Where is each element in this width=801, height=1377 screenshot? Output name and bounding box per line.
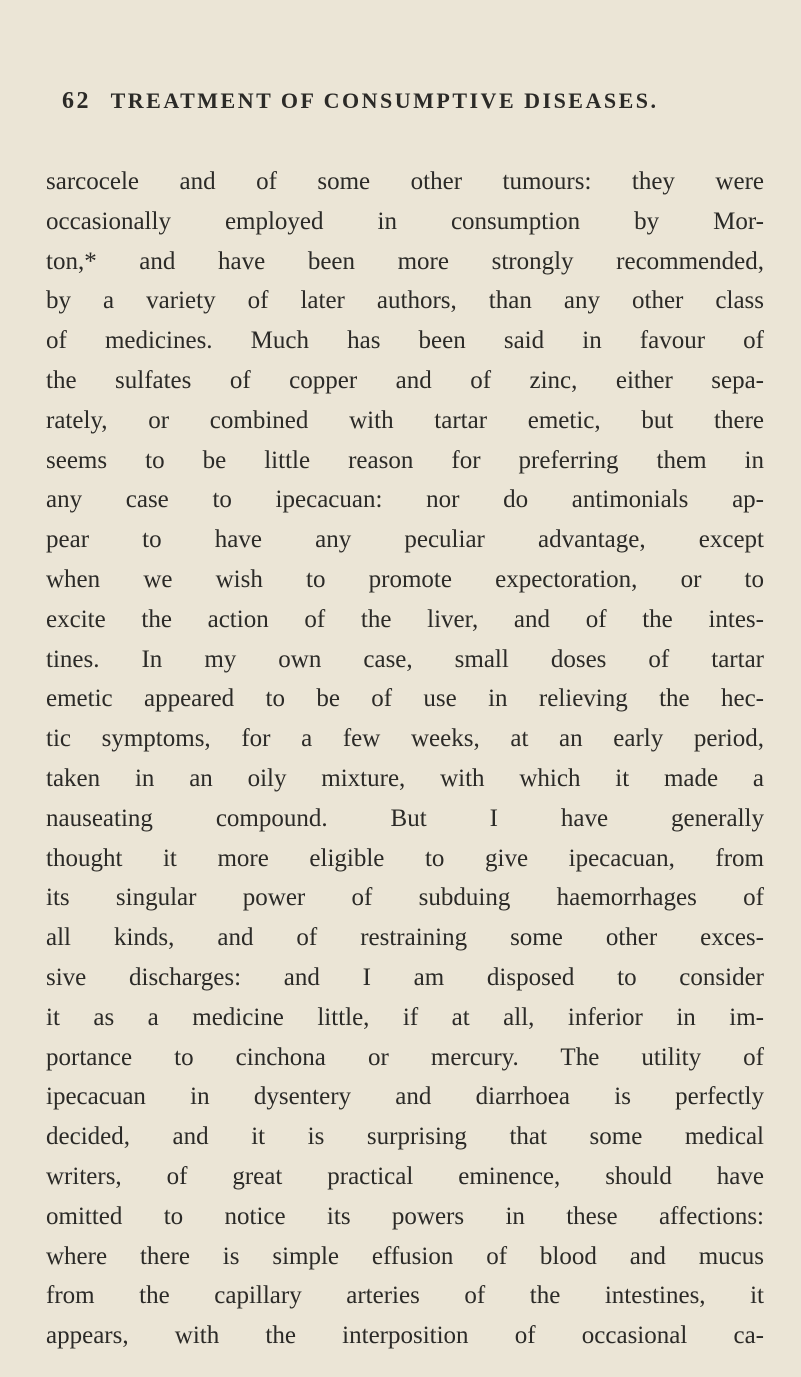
- text-line: seems to be little reason for preferring them in: [46, 446, 764, 474]
- text-line: when we wish to promote expectoration, or to: [46, 565, 764, 593]
- text-line: from the capillary arteries of the intestines, it: [46, 1282, 764, 1310]
- text-line: by a variety of later authors, than any other class: [46, 287, 764, 315]
- text-line: decided, and it is surprising that some medical: [46, 1123, 764, 1151]
- text-line: the sulfates of copper and of zinc, either sepa-: [46, 366, 764, 394]
- running-header: [62, 88, 702, 115]
- text-line: rately, or combined with tartar emetic, but there: [46, 406, 764, 434]
- text-line: of medicines. Much has been said in favour of: [46, 327, 764, 355]
- text-line: it as a medicine little, if at all, inferior in im-: [46, 1003, 764, 1031]
- text-line: sive discharges: and I am disposed to consider: [46, 963, 764, 991]
- text-line: appears, with the interposition of occasional ca-: [46, 1322, 764, 1350]
- text-line: sarcocele and of some other tumours: they were: [46, 168, 764, 195]
- text-line: taken in an oily mixture, with which it made a: [46, 764, 764, 792]
- text-line: portance to cinchona or mercury. The utility of: [46, 1043, 764, 1071]
- text-line: nauseating compound. But I have generally: [46, 804, 764, 832]
- text-line: any case to ipecacuan: nor do antimonials ap-: [46, 486, 764, 514]
- text-line: where there is simple effusion of blood and mucus: [46, 1242, 764, 1270]
- text-line: emetic appeared to be of use in relieving the hec-: [46, 685, 764, 713]
- text-line: ipecacuan in dysentery and diarrhoea is perfectly: [46, 1083, 764, 1111]
- text-line: omitted to notice its powers in these affections:: [46, 1202, 764, 1230]
- running-title: TREATMENT OF CONSUMPTIVE DISEASES.: [110, 88, 659, 113]
- text-line: tines. In my own case, small doses of tartar: [46, 645, 764, 673]
- text-line: ton,* and have been more strongly recommended,: [46, 247, 764, 275]
- text-line: its singular power of subduing haemorrhages of: [46, 884, 764, 912]
- text-line: tic symptoms, for a few weeks, at an early period,: [46, 725, 764, 753]
- text-line: writers, of great practical eminence, should have: [46, 1162, 764, 1190]
- text-line: thought it more eligible to give ipecacuan, from: [46, 844, 764, 872]
- text-line: excite the action of the liver, and of the intes-: [46, 605, 764, 633]
- page-number: 62: [62, 88, 91, 114]
- text-line: occasionally employed in consumption by Mor-: [46, 207, 764, 235]
- text-line: all kinds, and of restraining some other exces-: [46, 924, 764, 952]
- text-line: pear to have any peculiar advantage, except: [46, 526, 764, 554]
- page-body-text: [46, 162, 764, 1356]
